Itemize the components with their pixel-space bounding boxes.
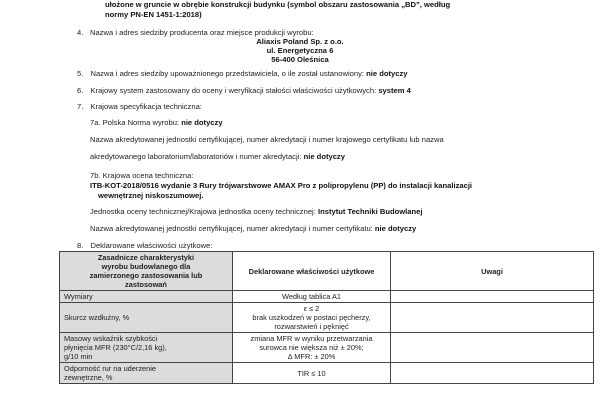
row-3-value: zmiana MFR w wyniku przetwarzania surowca nie większa niż ± 20%; Δ MFR: ± 20% [233, 333, 391, 363]
row-3-characteristic: Masowy wskaźnik szybkości płynięcia MFR (230°C/2,16 kg), g/10 min [60, 333, 233, 363]
item-7a [90, 118, 223, 127]
item-7b-text-2-label: Nazwa akredytowanej jednostki certyfikującej, numer akredytacji i numer certyfikatu: [90, 224, 373, 233]
table-row [60, 291, 594, 303]
row-1-characteristic: Wymiary [60, 291, 233, 303]
item-7 [77, 102, 202, 111]
producer-name: Aliaxis Poland Sp. z o.o. [256, 37, 344, 46]
item-7a-text-2-value: nie dotyczy [303, 152, 345, 161]
item-8-label: Deklarowane właściwości użytkowe: [90, 241, 213, 250]
item-5-number: 5. [77, 69, 84, 78]
item-7b-text-1-label: Jednostka oceny technicznej/Krajowa jednostka oceny technicznej: [90, 207, 316, 216]
producer-city: 56-400 Oleśnica [271, 55, 329, 64]
item-7a-label: 7a. Polska Norma wyrobu: [90, 118, 180, 127]
row-2-value: ε ≤ 2 brak uszkodzeń w postaci pęcherzy, rozwarstwień i pęknięć [233, 303, 391, 333]
table-header-row [60, 252, 594, 291]
item-7-number: 7. [77, 102, 84, 111]
table-row [60, 363, 594, 384]
item-7b-text-1 [90, 207, 422, 216]
item-5 [77, 69, 407, 78]
item-4-number: 4. [77, 28, 84, 37]
intro-line-2: normy PN-EN 1451-1:2018) [105, 10, 202, 19]
header-remarks: Uwagi [391, 252, 594, 291]
item-7a-text-2 [90, 152, 345, 161]
item-4-label: Nazwa i adres siedziby producenta oraz miejsce produkcji wyrobu: [90, 28, 314, 37]
row-1-value: Według tablica A1 [233, 291, 391, 303]
row-2-characteristic: Skurcz wzdłużny, % [60, 303, 233, 333]
intro-line-1: ułożone w gruncie w obrębie konstrukcji budynku (symbol obszaru zastosowania „BD”, według [105, 0, 451, 9]
item-7b-title-1: ITB-KOT-2018/0516 wydanie 3 Rury trójwarstwowe AMAX Pro z polipropylenu (PP) do instalacji kanalizacji [90, 181, 473, 190]
item-7b-text-2-value: nie dotyczy [374, 224, 417, 233]
header-characteristics: Zasadnicze charakterystyki wyrobu budowlanego dla zamierzonego zastosowania lub zastosowań [60, 252, 233, 291]
item-7b-text-1-value: Instytut Techniki Budowlanej [317, 207, 423, 216]
table-row [60, 333, 594, 363]
item-5-value: nie dotyczy [366, 69, 408, 78]
item-6-number: 6. [77, 86, 84, 95]
row-4-characteristic: Odporność rur na uderzenie zewnętrzne, % [60, 363, 233, 384]
row-4-note [391, 363, 594, 384]
item-5-label: Nazwa i adres siedziby upoważnionego przedstawiciela, o ile został ustanowiony: [90, 69, 364, 78]
item-7b-title-2: wewnętrznej niskoszumowej. [98, 191, 204, 200]
item-6-value: system 4 [378, 86, 411, 95]
item-7b-label: 7b. Krajowa ocena techniczna: [90, 171, 194, 180]
header-declared-properties: Deklarowane właściwości użytkowe [233, 252, 391, 291]
item-7a-text-2-label: akredytowanego laboratorium/laboratoriów i numer akredytacji: [90, 152, 302, 161]
row-4-value: TIR ≤ 10 [233, 363, 391, 384]
item-8-number: 8. [77, 241, 84, 250]
item-6 [77, 86, 411, 95]
item-7-label: Krajowa specyfikacja techniczna: [90, 102, 202, 111]
producer-street: ul. Energetyczna 6 [266, 46, 334, 55]
item-7a-value: nie dotyczy [181, 118, 223, 127]
properties-table [59, 251, 594, 384]
row-3-note [391, 333, 594, 363]
table-row [60, 303, 594, 333]
item-8 [77, 241, 212, 250]
row-1-note [391, 291, 594, 303]
item-7b-text-2 [90, 224, 416, 233]
row-2-note [391, 303, 594, 333]
item-6-label: Krajowy system zastosowany do oceny i weryfikacji stałości właściwości użytkowych: [90, 86, 377, 95]
item-7a-text-1: Nazwa akredytowanej jednostki certyfikującej, numer akredytacji i numer krajowego certyfikatu lub nazwa [90, 135, 444, 144]
